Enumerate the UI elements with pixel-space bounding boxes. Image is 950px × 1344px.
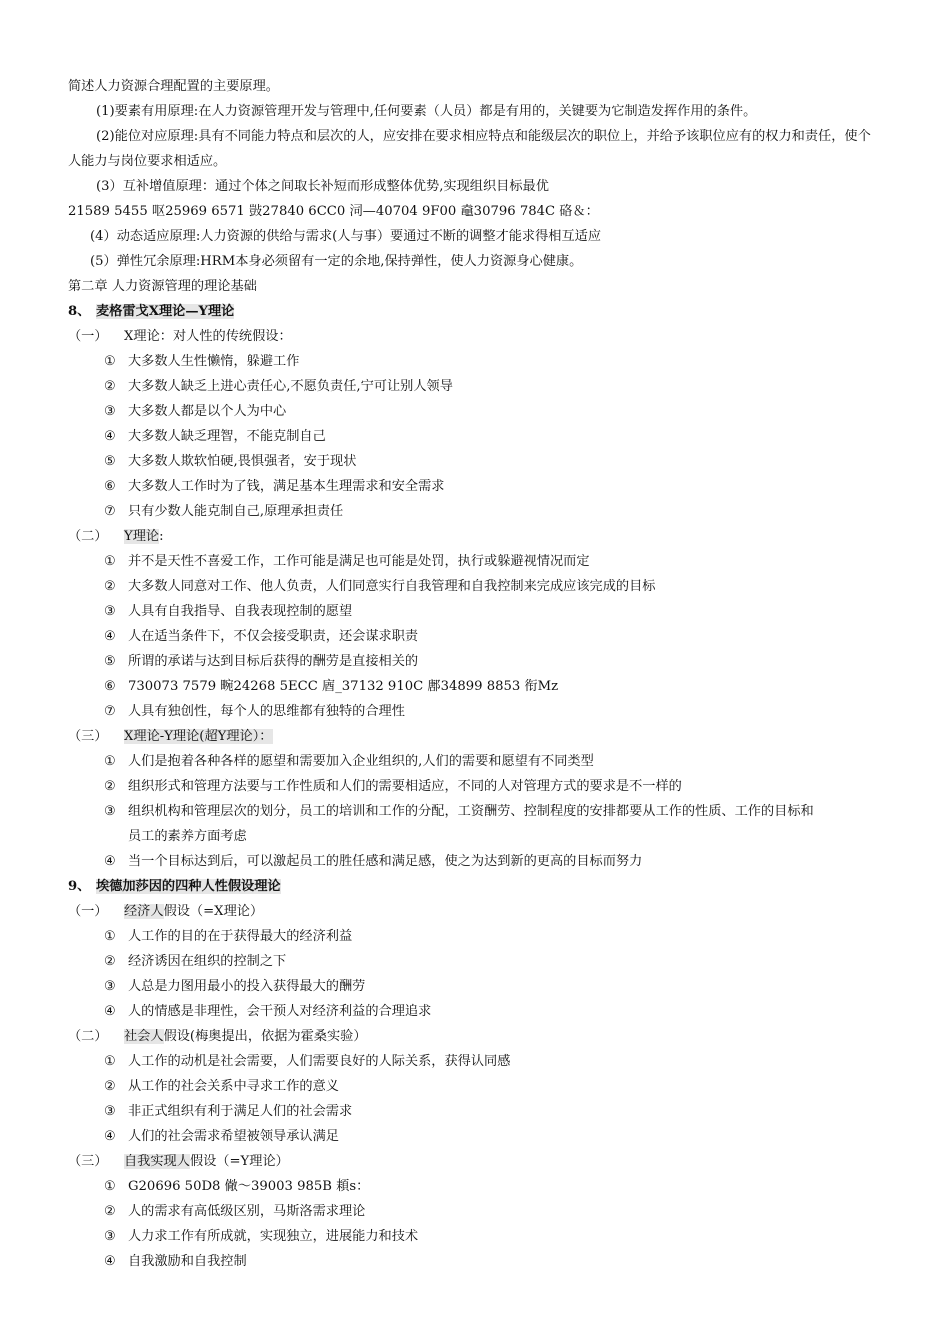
item-text: 人们的社会需求希望被领导承认满足 — [128, 1129, 339, 1144]
section-9-number: 9、 — [68, 879, 91, 894]
principle-5: (5）弹性冗余原理:HRM本身必须留有一定的余地,保持弹性，使人力资源身心健康。 — [90, 254, 583, 269]
item-marker: ④ — [104, 1004, 116, 1019]
list-item — [104, 1003, 431, 1021]
item-text: 大多数人同意对工作、他人负责，人们同意实行自我管理和自我控制来完成应该完成的目标 — [128, 579, 656, 594]
x-theory-heading — [68, 328, 292, 346]
item-text: 大多数人都是以个人为中心 — [128, 404, 287, 419]
item-marker: ③ — [104, 1104, 116, 1119]
item-marker: ④ — [104, 1254, 116, 1269]
item-marker: ③ — [104, 1229, 116, 1244]
list-item — [104, 1203, 365, 1221]
intro-title: 简述人力资源合理配置的主要原理。 — [68, 79, 279, 94]
y-theory-title: Y理论 — [124, 529, 160, 544]
xy-theory-title: X理论-Y理论(超Y理论）： — [124, 729, 273, 744]
xy-theory-heading — [68, 728, 273, 746]
item-marker: ② — [104, 579, 116, 594]
list-item — [104, 1053, 510, 1071]
item-marker: ⑤ — [104, 654, 116, 669]
item-marker: ③ — [104, 604, 116, 619]
item-text: 组织形式和管理方法要与工作性质和人们的需要相适应，不同的人对管理方式的要求是不一样的 — [128, 779, 682, 794]
list-item — [104, 603, 352, 621]
item-text: 组织机构和管理层次的划分，员工的培训和工作的分配，工资酬劳、控制程度的安排都要从工作的性质、工作的目标和 — [128, 804, 814, 819]
item-text: 大多数人缺乏上进心责任心,不愿负责任,宁可让别人领导 — [128, 379, 453, 394]
self-actualizing-man-heading — [68, 1153, 289, 1171]
item-marker: ① — [104, 754, 116, 769]
economic-man-title-suffix: 假设（=X理论） — [163, 904, 264, 919]
principle-3: (3）互补增值原理：通过个体之间取长补短而形成整体优势,实现组织目标最优 — [96, 179, 549, 194]
item-marker: ⑤ — [104, 454, 116, 469]
item-text: 并不是天性不喜爱工作，工作可能是满足也可能是处罚，执行或躲避视情况而定 — [128, 554, 590, 569]
item-marker: ① — [104, 1054, 116, 1069]
item-marker: ⑥ — [104, 679, 116, 694]
list-item — [104, 478, 445, 496]
list-item — [104, 1078, 339, 1096]
item-text: 非正式组织有利于满足人们的社会需求 — [128, 1104, 353, 1119]
item-text: 人具有独创性，每个人的思维都有独特的合理性 — [128, 704, 405, 719]
item-text: 自我激励和自我控制 — [128, 1254, 247, 1269]
list-item — [104, 1228, 418, 1246]
item-marker: ⑦ — [104, 704, 116, 719]
encoded-line: 21589 5455 呕25969 6571 敱27840 6CC0 泀—40704 9F00 鼀30796 784C 硌＆： — [68, 204, 599, 219]
item-marker: ② — [104, 1079, 116, 1094]
item-text: 从工作的社会关系中寻求工作的意义 — [128, 1079, 339, 1094]
item-text: 人工作的目的在于获得最大的经济利益 — [128, 929, 353, 944]
item-marker: ② — [104, 954, 116, 969]
item-text: 人力求工作有所成就，实现独立，进展能力和技术 — [128, 1229, 419, 1244]
social-man-title-suffix: 假设(梅奥提出，依据为霍桑实验） — [163, 1029, 367, 1044]
list-item — [104, 753, 594, 771]
list-item — [104, 1178, 369, 1196]
item-text: 大多数人工作时为了钱，满足基本生理需求和安全需求 — [128, 479, 445, 494]
section-9-heading — [68, 878, 281, 896]
chapter-title: 第二章 人力资源管理的理论基础 — [68, 279, 257, 294]
item-marker: ⑥ — [104, 479, 116, 494]
list-item — [104, 953, 286, 971]
item-text: 只有少数人能克制自己,原理承担责任 — [128, 504, 344, 519]
item-text: 人具有自我指导、自我表现控制的愿望 — [128, 604, 353, 619]
section-8-heading — [68, 303, 234, 321]
list-item — [104, 1253, 247, 1271]
economic-man-title: 经济人 — [124, 904, 164, 919]
item-text: 当一个目标达到后，可以激起员工的胜任感和满足感，使之为达到新的更高的目标而努力 — [128, 854, 643, 869]
list-item — [104, 403, 286, 421]
list-item — [104, 628, 418, 646]
principle-1: (1)要素有用原理:在人力资源管理开发与管理中,任何要素（人员）都是有用的，关键要为它制造发挥作用的条件。 — [96, 104, 757, 119]
item-marker: ① — [104, 1179, 116, 1194]
x-theory-title: X理论：对人性的传统假设： — [124, 329, 292, 344]
list-item — [104, 803, 814, 821]
item-marker: ④ — [104, 854, 116, 869]
item-marker: ③ — [104, 404, 116, 419]
principle-4: (4）动态适应原理:人力资源的供给与需求(人与事）要通过不断的调整才能求得相互适应 — [90, 229, 602, 244]
item-text: 大多数人缺乏理智，不能克制自己 — [128, 429, 326, 444]
principle-2: (2)能位对应原理:具有不同能力特点和层次的人，应安排在要求相应特点和能级层次的职位上，并给予该职位应有的权力和责任，使个人能力与岗位要求相适应。 — [68, 129, 871, 169]
economic-man-label: （一） — [68, 904, 108, 919]
list-item — [104, 703, 405, 721]
section-8-number: 8、 — [68, 304, 91, 319]
item-text: G20696 50D8 僘～39003 985B 頛s： — [128, 1179, 370, 1194]
list-item — [104, 778, 682, 796]
item-marker: ④ — [104, 1129, 116, 1144]
list-item — [104, 928, 352, 946]
list-item — [104, 678, 558, 696]
x-theory-label: （一） — [68, 329, 108, 344]
list-item — [104, 503, 343, 521]
self-actualizing-man-title: 自我实现人 — [124, 1154, 190, 1169]
item-marker: ④ — [104, 629, 116, 644]
item-continuation: 员工的素养方面考虑 — [128, 829, 247, 844]
y-theory-title-suffix: : — [159, 529, 164, 544]
item-text: 所谓的承诺与达到目标后获得的酬劳是直接相关的 — [128, 654, 419, 669]
item-marker: ④ — [104, 429, 116, 444]
list-item — [104, 1103, 352, 1121]
social-man-title: 社会人 — [124, 1029, 164, 1044]
item-marker: ② — [104, 779, 116, 794]
item-marker: ① — [104, 554, 116, 569]
list-item — [104, 353, 299, 371]
section-9-title: 埃德加莎因的四种人性假设理论 — [96, 879, 281, 894]
list-item — [104, 1128, 339, 1146]
y-theory-heading — [68, 528, 164, 546]
item-marker: ⑦ — [104, 504, 116, 519]
item-marker: ② — [104, 379, 116, 394]
self-actualizing-man-label: （三） — [68, 1154, 108, 1169]
list-item — [104, 553, 590, 571]
item-marker: ③ — [104, 979, 116, 994]
list-item — [104, 978, 365, 996]
economic-man-heading — [68, 903, 263, 921]
y-theory-label: （二） — [68, 529, 108, 544]
item-marker: ③ — [104, 804, 116, 819]
list-item — [104, 428, 326, 446]
item-marker: ② — [104, 1204, 116, 1219]
list-item — [104, 653, 418, 671]
item-marker: ① — [104, 354, 116, 369]
xy-theory-label: （三） — [68, 729, 108, 744]
item-text: 大多数人欺软怕硬,畏惧强者，安于现状 — [128, 454, 357, 469]
list-item — [104, 578, 656, 596]
list-item — [104, 853, 642, 871]
self-actualizing-man-title-suffix: 假设（=Y理论） — [189, 1154, 289, 1169]
item-text: 人们是抱着各种各样的愿望和需要加入企业组织的,人们的需要和愿望有不同类型 — [128, 754, 594, 769]
item-text: 人总是力图用最小的投入获得最大的酬劳 — [128, 979, 366, 994]
item-text: 大多数人生性懒惰，躲避工作 — [128, 354, 300, 369]
item-text: 人在适当条件下，不仅会接受职责，还会谋求职责 — [128, 629, 419, 644]
list-item — [104, 378, 453, 396]
item-text: 经济诱因在组织的控制之下 — [128, 954, 287, 969]
section-8-title: 麦格雷戈X理论—Y理论 — [96, 304, 235, 319]
social-man-heading — [68, 1028, 367, 1046]
item-text: 730073 7579 畹24268 5ECC 庮_37132 910C 鄌34899 8853 衔Mz — [128, 679, 559, 694]
list-item — [104, 453, 356, 471]
item-marker: ① — [104, 929, 116, 944]
item-text: 人的需求有高低级区别，马斯洛需求理论 — [128, 1204, 366, 1219]
social-man-label: （二） — [68, 1029, 108, 1044]
item-text: 人的情感是非理性，会干预人对经济利益的合理追求 — [128, 1004, 432, 1019]
item-text: 人工作的动机是社会需要，人们需要良好的人际关系，获得认同感 — [128, 1054, 511, 1069]
